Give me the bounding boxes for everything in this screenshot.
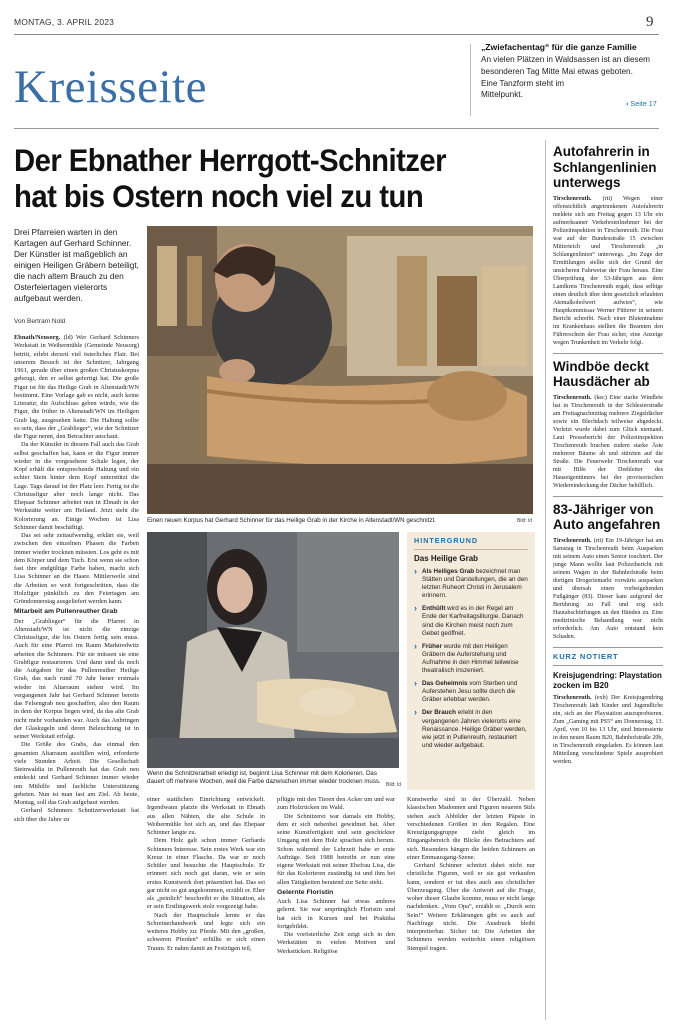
photo1-caption: Einen neuen Korpus hat Gerhard Schinner für das Heilige Grab in der Kirche in Altenstadt/WN geschnitzt. <box>147 517 436 524</box>
list-item: › Das Geheimnis vom Sterben und Auferstehen Jesu sollte durch die Gräber erlebbar werden. <box>414 680 528 704</box>
sidebar-divider <box>545 140 546 1020</box>
paragraph: Das sei sehr zeitaufwendig, erklärt sie, weil zwischen den einzelnen Phasen die Farben immer wieder trocknen müssten. Los geht es mit dem Körper und dem Tuch. Erst wenn sie schon fast ihre endgültige Farbe haben, macht sich Lisa Schinner an die Haare. Mittlerweile sind die Arbeiten so weit fortgeschritten, dass die Holzfigur pünktlich zu den Feiertagen am Gründonnerstag ausgeliefert werden kann. <box>14 532 139 605</box>
teaser-box[interactable] <box>481 42 661 108</box>
page-date: MONTAG, 3. APRIL 2023 <box>14 17 115 27</box>
paragraph: Da der Künstler in diesem Fall auch das Grab selbst geschaffen hat, kann er die Figur immer wieder in die vorgesehene Schale legen, der Kopf erhält die entsprechende Haltung und ein echter Stein hinter dem Kopf unterstützt die Lage. Tags darauf ist der Platz leer. Fertig ist die Christusfigur aber noch lange nicht. Das Ehepaar Schinner arbeitet nun in Ebnath in der Werkstätte weiter am Heiland. Jetzt steht die Kolorierung an. Einige Wochen ist Lisa Schinner damit beschäftigt. <box>14 441 139 531</box>
paragraph: Kunstwerke sind in der Überzahl. Neben klassischen Madonnen und Figuren neueren Stils stehen auch Abbilder der letzten Päpste in verschiedenen Größen in den Regalen. Eine Kreuzigungsgruppe zieht gleich im Eingangsbereich die Blicke des Betrachters auf sich. Besonders hängen die beiden Schinners an einer Emmausgang-Szene. <box>407 796 535 861</box>
sidebar <box>553 144 663 1020</box>
article-column-1 <box>14 334 139 1018</box>
paragraph: Dem Holz galt schon immer Gerhards Schinners Interesse. Sein erstes Werk war ein Kreuz in einer Flasche. Da war er noch Schüler und besuchte die Hauptschule. Er erinnert sich noch gut daran, wie er sein erstes Kunstwerk dort präsentiert hat. Das sei gar nicht so gut angekommen, erzählt er. Eher als „peinlich“ beschreibt er die Situation, als er sein Erstlingswerk stolz vorgezeigt habe. <box>147 837 265 911</box>
hintergrund-box <box>407 532 535 790</box>
news-headline: Kreisjugendring: Playstation zocken im B20 <box>553 670 662 690</box>
paragraph: Die vorösterliche Zeit zeigt sich in den Werkstätten in vielen Motiven und Werkstücken. Religiöse <box>277 931 395 955</box>
news-headline: Windböe deckt Hausdächer ab <box>553 358 650 389</box>
list-item: › Als Heiliges Grab bezeichnet man Stätten und Darstellungen, die an den letzten Ruheort Christi in Jerusalem erinnern. <box>414 568 528 600</box>
paragraph: Gerhard Schinner schnitzt dabei nicht nur christliche Figuren, weil er sie gut verkaufen kann, sondern er tut dies auch aus christlicher Überzeugung. Über die Antwort auf die Frage, woher dieser Glaube komme, muss er nicht lange nachdenken. „Vom Opa“, erzählt er. „Durch sein Sein!“ Weitere Erklärungen gibt es auch auf Nachfrage nicht. Die Ausdruck bleibt interpretierbar. Sicher ist: Die Arbeiten der Schinners werden weiterhin einen religiösen Stempel tragen. <box>407 862 535 952</box>
sidebar-rule <box>553 665 663 666</box>
header-rule <box>14 34 659 35</box>
list-item: › Der Brauch erlebt in den vergangenen Jahren vielerorts eine Renaissance. Heilige Gräber werden, wie jetzt in Pullenreuth, restauriert und wieder aufgebaut. <box>414 709 528 749</box>
hintergrund-label: HINTERGRUND <box>414 536 479 545</box>
photo2-caption: Wenn die Schnitzerarbeit erledigt ist, beginnt Lisa Schinner mit dem Kolorieren. Das dauert oft mehrere Wochen, weil die Farbe dazwischen immer wieder trocknen muss. <box>147 770 381 785</box>
photo2-credit: Bild: ld <box>386 782 402 788</box>
hintergrund-rule <box>414 549 528 550</box>
teaser-divider <box>470 44 471 116</box>
news-headline: Autofahrerin in Schlangenlinien unterwegs <box>553 144 657 190</box>
paragraph: Nach der Hauptschule lernte er das Schreinerhandwerk und legte sich ein weiteres Hobby zu: Pferde. Mit den „großen, schweren Pferden“ erfüllte er sich einen Traum. Er nahm damit an Festzügen teil, <box>147 911 265 952</box>
header-rule-2 <box>14 128 659 129</box>
photo1-credit: Bild: ld <box>517 518 533 524</box>
article-column-2 <box>147 796 265 1018</box>
sidebar-rule <box>553 353 663 354</box>
paragraph: Die Größe des Grabs, das einmal den gesamten Altarraum ausfüllen wird, erforderte viele Stunden Arbeit. Die Gesellschaft Steinwaldia in Pullenreuth hat das Grab neu entdeckt und Gerhard Schinner immer wieder um Mithilfe und fachliche Unterstützung gebeten. Nun ist man fast am Ziel. Ab heute, Montag, soll das Grab aufgebaut werden. <box>14 741 139 806</box>
photo-painter <box>147 532 399 768</box>
article-headline: Der Ebnather Herrgott-Schnitzer hat bis Ostern noch viel zu tun <box>14 142 446 214</box>
byline: Von Bertram Nold <box>14 318 66 325</box>
article-column-4 <box>407 796 535 1018</box>
news-text: Tirschenreuth. (kec) Eine starke Windböe hat in Tirschenreuth in der Schlesierstraße am Freitagnachmittag mehrere Ziegeldächer sowie ein Blechdach teilweise abgedeckt. Verletzt wurde dabei zum Glück niemand. Laut Pressebericht der Polizeiinspektion Tirschenreuth brachen zudem starke Äste mehrerer Bäume ab und stürzten auf die Straße. Die Feuerwehr Tirschenreuth war mit Hilfe der Drehleiter des Hauseigentümers bei der provisorischen Wiedereindeckung der Dächer behilflich. <box>553 394 663 489</box>
arrow-right-icon: › <box>626 99 629 108</box>
article-lead: Drei Pfarreien warten in den Kartagen auf Gerhard Schinner. Der Künstler ist maßgeblich an einigen Heiligen Gräbern beteiligt, die nach altem Brauch zu den Osterfeiertagen vielerorts aufgebaut werden. <box>14 227 139 303</box>
teaser-more-link[interactable]: › Seite 17 <box>626 99 657 108</box>
subheading: Mitarbeit am Pullenreuther Grab <box>14 608 118 616</box>
photo-woodcarver <box>147 226 533 514</box>
news-headline: 83-Jähriger von Auto angefahren <box>553 501 661 532</box>
paragraph: Auch Lisa Schinner hat etwas anderes gelernt. Sie war ursprünglich Floristin und hat sich in Kursen und bei Praktika fortgebildet. <box>277 898 395 930</box>
paragraph: einer stattlichen Einrichtung entwickelt. Irgendwann platzte die Werkstatt in Ebnath aus allen Nähten, die alte Schule in Weihermühle bot sich an, und das Ehepaar Schinner langte zu. <box>147 796 265 836</box>
page-number: 9 <box>646 14 654 30</box>
paragraph: pflügte mit den Tieren den Acker um und war zum Holzrücken im Wald. <box>277 796 395 812</box>
news-text: Tirschenreuth. (rti) Wegen einer offensichtlich angetrunkenen Autofahrerin meldete sich am Freitag gegen 13 Uhr ein aufmerksamer Verkehrsteilnehmer bei der Polizeiinspektion in Tirschenreuth. Die Frau war auf der Bundesstraße 15 zwischen Mitterteich und Tirschenreuth „in Schlangenlinien“ unterwegs. „Im Zuge der Ermittlungen stellte sich der Grund der unsicheren Fahrweise der Frau heraus. Eine Überprüfung der 53-Jährigen aus dem Landkreis Tirschenreuth ergab, dass selbige einen deutlich über dem gesetzlich erlaubten Atemalkoholwert aufwies“, wie Hauptkommissar Werner Fütterer in seinem Bericht schreibt. Nach einer Blutentnahme im Krankenhaus stellten die Beamten den Führerschein der Frau sicher, eine Anzeige wegen Trunkenheit im Verkehr folgt. <box>553 195 663 346</box>
hintergrund-title: Das Heilige Grab <box>414 554 479 563</box>
paragraph: Ebnath/Neusorg. (ld) Wer Gerhard Schinners Werkstatt in Weihermühle (Gemeinde Neusorg) betritt, erlebt derzeit viel österliches Flair. Bei unserem Besuch ist der Schnitzer, Jahrgang 1961, gerade über einen großen Christuskorpus gebeugt, den er selbst gefertigt hat. Die große Figur ist für das Heilige Grab in Altenstadt/WN bestimmt. Eine Vorlage gab es nicht, auch keine Literatur, die Aufschluss geben würde, wie die Figur, die früher in Altenstadt/WN im Heiligen Grab lag, ausgesehen hatte. Die Haltung sollte so sein, dass der „Grablieger“, wie der Schnitzer die Figur nennt, den Betrachter anschaut. <box>14 334 139 440</box>
list-item: › Enthüllt wird es in der Regel am Ende der Karfreitagsliturgie. Danach sind die Kirchen meist noch zum Gebet geöffnet. <box>414 605 528 637</box>
kurz-notiert-label: KURZ NOTIERT <box>553 651 619 661</box>
teaser-title: „Zwiefachentag“ für die ganze Familie <box>481 42 637 52</box>
section-title: Kreisseite <box>14 61 207 113</box>
article-column-3 <box>277 796 395 1018</box>
news-text: Tirschenreuth. (exb) Der Kreisjugendring Tirschenreuth lädt Kinder und Jugendliche ein, sich an der Playstation auszuprobieren. Zum „Gaming mit PS5“ am Donnerstag, 13. April, von 10 bis 13 Uhr, sind Interessierte in den neuen Raum B20, Bahnhofstraße 20b, in Tirschenreuth eingeladen. Es können laut Mitteilung verschiedene Spiele ausprobiert werden. <box>553 694 663 765</box>
paragraph: Der „Grablieger“ für die Pfarrei in Altenstadt/WN ist nicht die einzige Christusfigur, die bis Ostern fertig sein muss. Auch für eine Pfarrei im Raum Marktredwitz arbeiten die Schinners. Für sie müssen sie eine Grabfigur restaurieren. Und dann sind da noch die Aufgaben für das Pullenreuther Heilige Grab, das nach rund 70 Jahr heuer erstmals wieder im Altarraum stehen wird. Im vergangenen Jahr hat Gerhard Schinner bereits das Felsengrab neu geschaffen, also den Raum in dem der Korpus liegen wird, da das alte Grab nicht mehr vorhanden war. Auch das Anbringen der Glaskugeln und deren Beleuchtung ist in seiner Werkstatt erfolgt. <box>14 617 139 740</box>
hintergrund-list <box>414 568 528 750</box>
list-item: › Früher wurde mit den Heiligen Gräbern die Auferstehung und Aufnahme in den Himmel teilweise theatralisch inszeniert. <box>414 643 528 675</box>
news-text: Tirschenreuth. (rti) Ein 19-Jähriger hat am Samstag in Tirschenreuth beim Ausparken mit seinem Auto einen Senior touchiert. Der junge Mann wollte laut Polizeibericht mit seinem Wagen in der Bahnhofstraße beim dortigen Drogeriemarkt vorwärts ausparken und übersah einen vorbeigehenden Fußgänger (83). Dieser kam aufgrund der Berührung zu Fall und zog sich Hautabschürfungen an den Händen zu. Eine medizinische Behandlung war nicht erforderlich. Am Auto entstand kein Schaden. <box>553 537 663 640</box>
paragraph: Gerhard Schinners Schnitzerwerkstatt hat sich über die Jahre zu <box>14 807 139 823</box>
subheading: Gelernte Floristin <box>277 888 334 896</box>
sidebar-rule <box>553 496 663 497</box>
sidebar-rule <box>553 647 663 648</box>
paragraph: Die Schnitzerei war damals ein Hobby, dem er sich nebenbei gewidmet hat. Aber seine Kunstfertigkeit und sein geschickter Umgang mit dem Holz sprachen sich herum. Schon während der Lehrzeit habe er erste Aufträge. Seit 1988 betreibt er nun eine eigene Werkstatt mit seiner Ehefrau Lisa, die für das Kolorieren zuständig ist und ihm bei allen Tätigkeiten beratend zur Seite steht. <box>277 812 395 886</box>
teaser-text: An vielen Plätzen in Waldsassen ist an diesem besonderen Tag Mitte Mai etwas geboten. Eine Tanzform steht im Mittelpunkt. <box>481 55 650 100</box>
